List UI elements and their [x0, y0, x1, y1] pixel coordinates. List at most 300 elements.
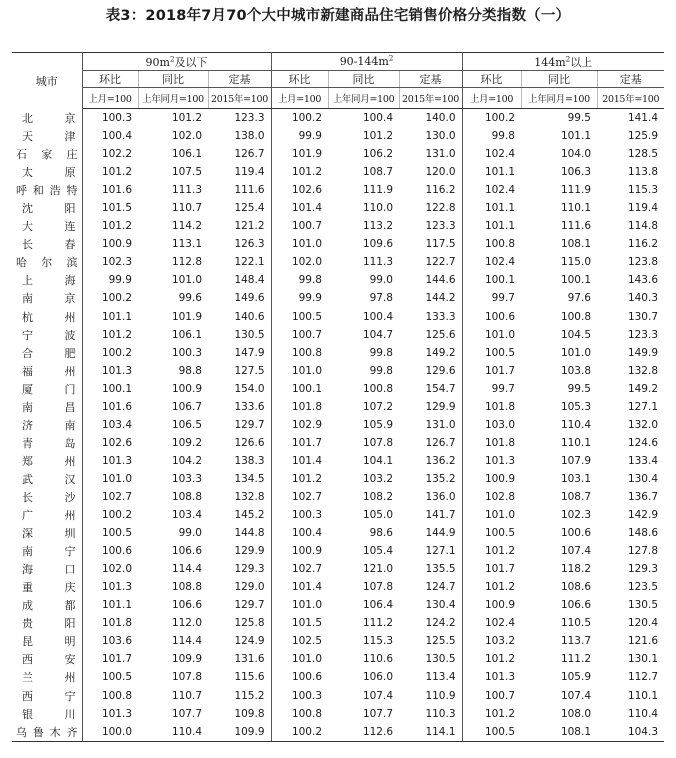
- index-value: 114.1: [399, 723, 462, 742]
- index-value: 107.5: [171, 166, 202, 179]
- index-value: 100.3: [101, 112, 132, 125]
- index-value: 114.2: [171, 220, 202, 233]
- index-value: 100.1: [101, 382, 132, 395]
- index-value: 124.9: [208, 632, 271, 650]
- index-value: 127.8: [627, 545, 658, 558]
- index-value: 101.2: [171, 112, 202, 125]
- index-value: 121.6: [627, 635, 658, 648]
- table-row: [12, 705, 664, 723]
- index-value: 125.8: [208, 614, 271, 632]
- index-value: 102.7: [101, 491, 132, 503]
- index-value: 135.5: [399, 560, 462, 578]
- table-row: [12, 217, 664, 235]
- index-value: 101.1: [484, 202, 515, 215]
- index-value: 131.6: [208, 650, 271, 668]
- index-value: 101.9: [171, 310, 202, 323]
- city-name: 杭州: [12, 308, 82, 326]
- table-row: [12, 362, 664, 380]
- index-value: 101.0: [484, 328, 515, 341]
- index-value: 101.7: [291, 436, 322, 449]
- index-value: 109.9: [171, 653, 202, 666]
- index-value: 129.7: [208, 596, 271, 614]
- index-value: 138.3: [208, 452, 271, 470]
- index-value: 110.4: [138, 723, 208, 742]
- index-value: 107.2: [362, 400, 393, 413]
- index-value: 101.4: [291, 581, 322, 594]
- index-value: 113.4: [399, 668, 462, 686]
- index-value: 130.7: [627, 310, 658, 323]
- city-name: 青岛: [12, 434, 82, 452]
- index-value: 100.2: [101, 346, 132, 359]
- index-value: 133.4: [627, 454, 658, 467]
- city-name: 兰州: [12, 668, 82, 686]
- city-name: 成都: [12, 596, 82, 614]
- index-value: 110.6: [362, 653, 393, 666]
- index-value: 101.4: [291, 454, 322, 467]
- index-value: 100.6: [560, 527, 591, 540]
- subheader-label: 同比: [138, 71, 208, 88]
- index-value: 111.2: [560, 653, 591, 666]
- index-value: 101.0: [101, 472, 132, 485]
- index-value: 111.6: [560, 220, 591, 233]
- index-value: 106.4: [362, 599, 393, 612]
- index-value: 110.3: [399, 705, 462, 723]
- city-name: 呼和浩特: [12, 181, 82, 199]
- index-value: 100.4: [362, 112, 393, 125]
- index-value: 132.0: [627, 418, 658, 431]
- index-value: 108.2: [362, 491, 393, 503]
- index-value: 100.3: [291, 689, 322, 702]
- index-value: 100.8: [484, 238, 515, 251]
- index-value: 148.4: [208, 271, 271, 289]
- index-value: 149.2: [627, 382, 658, 395]
- index-value: 101.2: [362, 130, 393, 143]
- table-row: [12, 289, 664, 307]
- index-value: 110.0: [362, 202, 393, 215]
- city-name: 合肥: [12, 344, 82, 362]
- index-value: 100.2: [484, 112, 515, 125]
- index-value: 108.7: [560, 491, 591, 503]
- index-value: 102.0: [291, 256, 322, 269]
- index-value: 114.4: [171, 635, 202, 648]
- index-value: 100.4: [101, 130, 132, 143]
- index-value: 100.1: [291, 382, 322, 395]
- index-value: 144.6: [399, 271, 462, 289]
- index-value: 102.3: [101, 256, 132, 269]
- base-label: 上年同月=100: [521, 88, 597, 109]
- index-value: 144.2: [399, 289, 462, 307]
- table-row: [12, 344, 664, 362]
- index-value: 112.7: [627, 671, 658, 684]
- table-row: [12, 506, 664, 524]
- index-value: 129.3: [627, 563, 658, 576]
- city-name: 北京: [12, 109, 82, 128]
- index-value: 112.6: [328, 723, 399, 742]
- index-value: 101.8: [484, 436, 515, 449]
- index-value: 101.2: [101, 328, 132, 341]
- index-value: 102.0: [171, 130, 202, 143]
- index-value: 122.1: [208, 253, 271, 271]
- table-row: [12, 596, 664, 614]
- city-name: 沈阳: [12, 199, 82, 217]
- index-value: 101.0: [291, 653, 322, 666]
- index-value: 108.1: [521, 723, 597, 742]
- index-value: 147.9: [208, 344, 271, 362]
- index-value: 126.3: [208, 235, 271, 253]
- index-value: 100.6: [291, 671, 322, 684]
- table-row: [12, 308, 664, 326]
- index-value: 148.6: [627, 527, 658, 540]
- index-value: 101.3: [101, 581, 132, 594]
- table-row: [12, 687, 664, 705]
- index-value: 106.2: [362, 148, 393, 161]
- index-value: 154.7: [399, 380, 462, 398]
- group-header: $90m^2$及以下: [82, 53, 271, 71]
- index-value: 101.8: [291, 400, 322, 413]
- subheader-label: 环比: [271, 71, 328, 88]
- index-value: 102.4: [484, 148, 515, 161]
- index-value: 99.6: [178, 292, 202, 305]
- index-value: 100.3: [171, 346, 202, 359]
- index-value: 108.6: [560, 581, 591, 594]
- index-value: 129.9: [399, 398, 462, 416]
- index-value: 101.1: [484, 220, 515, 233]
- index-value: 115.6: [208, 668, 271, 686]
- index-value: 100.5: [101, 671, 132, 684]
- index-value: 125.9: [627, 130, 658, 143]
- index-value: 105.9: [362, 418, 393, 431]
- index-value: 100.6: [484, 310, 515, 323]
- subheader-label: 定基: [208, 71, 271, 88]
- index-value: 110.1: [627, 689, 658, 702]
- index-value: 100.1: [484, 274, 515, 287]
- index-value: 102.6: [101, 436, 132, 449]
- index-value: 110.1: [560, 436, 591, 449]
- city-name: 南宁: [12, 542, 82, 560]
- index-value: 101.2: [484, 545, 515, 558]
- index-value: 117.5: [399, 235, 462, 253]
- index-value: 108.8: [171, 581, 202, 594]
- index-value: 110.7: [171, 689, 202, 702]
- index-value: 99.9: [298, 130, 322, 143]
- table-row: [12, 416, 664, 434]
- index-value: 107.7: [171, 707, 202, 720]
- index-value: 101.3: [484, 671, 515, 684]
- index-value: 101.3: [101, 454, 132, 467]
- table-row: [12, 235, 664, 253]
- city-name: 广州: [12, 506, 82, 524]
- index-value: 101.0: [291, 238, 322, 251]
- index-value: 130.5: [627, 599, 658, 612]
- index-value: 133.3: [399, 308, 462, 326]
- index-value: 100.7: [484, 689, 515, 702]
- index-value: 125.4: [208, 199, 271, 217]
- index-value: 110.7: [171, 202, 202, 215]
- index-value: 149.6: [208, 289, 271, 307]
- index-value: 101.8: [484, 400, 515, 413]
- index-value: 111.3: [362, 256, 393, 269]
- city-name: 昆明: [12, 632, 82, 650]
- city-name: 重庆: [12, 578, 82, 596]
- index-value: 144.9: [399, 524, 462, 542]
- index-value: 101.3: [101, 364, 132, 377]
- index-value: 103.0: [484, 418, 515, 431]
- index-value: 101.1: [560, 130, 591, 143]
- city-name: 西安: [12, 650, 82, 668]
- index-value: 130.0: [399, 127, 462, 145]
- index-value: 110.1: [560, 202, 591, 215]
- index-value: 129.3: [208, 560, 271, 578]
- index-value: 103.8: [560, 364, 591, 377]
- index-value: 99.5: [567, 382, 591, 395]
- index-value: 110.9: [399, 687, 462, 705]
- table-row: [12, 181, 664, 199]
- index-value: 101.0: [291, 599, 322, 612]
- index-value: 126.7: [208, 145, 271, 163]
- index-value: 113.7: [560, 635, 591, 648]
- city-name: 宁波: [12, 326, 82, 344]
- index-value: 100.2: [101, 292, 132, 305]
- index-value: 106.1: [171, 148, 202, 161]
- index-value: 145.2: [208, 506, 271, 524]
- base-label: 上月=100: [462, 88, 521, 109]
- index-value: 119.4: [627, 202, 658, 215]
- index-value: 104.1: [362, 454, 393, 467]
- index-value: 111.9: [362, 184, 393, 197]
- index-value: 97.8: [369, 292, 393, 305]
- index-value: 110.4: [560, 418, 591, 431]
- index-value: 114.4: [171, 563, 202, 576]
- index-value: 129.0: [208, 578, 271, 596]
- index-value: 100.9: [484, 599, 515, 612]
- index-value: 120.0: [399, 163, 462, 181]
- index-value: 104.5: [560, 328, 591, 341]
- index-value: 100.8: [362, 382, 393, 395]
- index-value: 133.6: [208, 398, 271, 416]
- index-value: 154.0: [208, 380, 271, 398]
- table-row: [12, 253, 664, 271]
- index-value: 101.2: [101, 220, 132, 233]
- table-row: [12, 163, 664, 181]
- index-value: 126.6: [208, 434, 271, 452]
- subheader-label: 同比: [521, 71, 597, 88]
- index-value: 106.0: [362, 671, 393, 684]
- index-value: 106.6: [560, 599, 591, 612]
- index-value: 105.9: [560, 671, 591, 684]
- index-value: 99.8: [298, 274, 322, 287]
- city-name: 乌鲁木齐: [12, 723, 82, 742]
- index-value: 101.0: [291, 364, 322, 377]
- table-row: [12, 145, 664, 163]
- index-value: 128.5: [627, 148, 658, 161]
- subheader-label: 环比: [82, 71, 138, 88]
- index-value: 104.0: [560, 148, 591, 161]
- index-value: 100.8: [291, 346, 322, 359]
- index-value: 141.4: [627, 112, 658, 125]
- index-value: 100.5: [484, 527, 515, 540]
- index-value: 116.2: [399, 181, 462, 199]
- base-label: 上年同月=100: [138, 88, 208, 109]
- index-value: 101.6: [101, 184, 132, 197]
- index-value: 99.8: [491, 130, 515, 143]
- index-value: 101.7: [101, 653, 132, 666]
- index-value: 130.5: [399, 650, 462, 668]
- index-value: 99.5: [567, 112, 591, 125]
- index-value: 149.2: [399, 344, 462, 362]
- base-label: 2015年=100: [399, 88, 462, 109]
- subheader-label: 环比: [462, 71, 521, 88]
- city-name: 南昌: [12, 398, 82, 416]
- index-value: 122.8: [399, 199, 462, 217]
- index-value: 103.1: [560, 472, 591, 485]
- index-value: 102.8: [484, 491, 515, 503]
- city-name: 太原: [12, 163, 82, 181]
- table-row: [12, 109, 664, 128]
- index-value: 101.0: [484, 509, 515, 522]
- index-value: 111.2: [362, 617, 393, 630]
- index-value: 112.0: [171, 617, 202, 630]
- index-value: 106.6: [171, 545, 202, 558]
- table-row: [12, 127, 664, 145]
- index-value: 102.5: [291, 635, 322, 648]
- index-value: 129.6: [399, 362, 462, 380]
- index-value: 99.7: [491, 292, 515, 305]
- city-name: 天津: [12, 127, 82, 145]
- index-value: 138.0: [208, 127, 271, 145]
- index-value: 113.1: [171, 238, 202, 251]
- index-value: 109.9: [208, 723, 271, 742]
- subheader-label: 同比: [328, 71, 399, 88]
- index-value: 112.8: [171, 256, 202, 269]
- index-value: 103.4: [101, 418, 132, 431]
- base-label: 2015年=100: [597, 88, 664, 109]
- city-name: 银川: [12, 705, 82, 723]
- index-value: 100.0: [82, 723, 138, 742]
- index-value: 107.8: [362, 436, 393, 449]
- index-value: 103.2: [362, 472, 393, 485]
- index-value: 101.3: [484, 454, 515, 467]
- index-value: 107.9: [560, 454, 591, 467]
- index-value: 99.0: [178, 527, 202, 540]
- index-value: 100.2: [271, 723, 328, 742]
- city-name: 上海: [12, 271, 82, 289]
- index-value: 140.3: [627, 292, 658, 305]
- index-value: 107.4: [560, 545, 591, 558]
- city-name: 石家庄: [12, 145, 82, 163]
- index-value: 100.5: [291, 310, 322, 323]
- index-value: 127.5: [208, 362, 271, 380]
- city-name: 海口: [12, 560, 82, 578]
- index-value: 120.4: [627, 617, 658, 630]
- index-value: 140.6: [208, 308, 271, 326]
- index-value: 114.8: [627, 220, 658, 233]
- index-value: 101.0: [171, 274, 202, 287]
- index-value: 101.3: [101, 707, 132, 720]
- index-value: 106.6: [171, 599, 202, 612]
- index-value: 111.3: [171, 184, 202, 197]
- base-label: 上年同月=100: [328, 88, 399, 109]
- index-value: 107.8: [171, 671, 202, 684]
- index-value: 116.2: [627, 238, 658, 251]
- index-value: 110.4: [627, 707, 658, 720]
- index-value: 136.0: [399, 488, 462, 506]
- table-row: [12, 380, 664, 398]
- table-row: [12, 271, 664, 289]
- index-value: 142.9: [627, 509, 658, 522]
- index-value: 103.3: [171, 472, 202, 485]
- city-name: 长春: [12, 235, 82, 253]
- index-value: 99.0: [369, 274, 393, 287]
- table-row: [12, 452, 664, 470]
- index-value: 123.3: [627, 328, 658, 341]
- index-value: 105.0: [362, 509, 393, 522]
- subheader-label: 定基: [597, 71, 664, 88]
- city-name: 福州: [12, 362, 82, 380]
- index-value: 101.2: [291, 166, 322, 179]
- index-value: 101.2: [484, 653, 515, 666]
- index-value: 102.4: [484, 256, 515, 269]
- city-name: 南京: [12, 289, 82, 307]
- table-row: [12, 434, 664, 452]
- index-value: 141.7: [399, 506, 462, 524]
- index-value: 140.0: [399, 109, 462, 128]
- subheader-label: 定基: [399, 71, 462, 88]
- index-value: 119.4: [208, 163, 271, 181]
- index-value: 100.8: [101, 689, 132, 702]
- index-value: 130.4: [399, 596, 462, 614]
- city-name: 西宁: [12, 687, 82, 705]
- city-name: 武汉: [12, 470, 82, 488]
- index-value: 100.3: [291, 509, 322, 522]
- city-name: 郑州: [12, 452, 82, 470]
- index-value: 144.8: [208, 524, 271, 542]
- index-value: 101.5: [101, 202, 132, 215]
- index-value: 101.2: [101, 166, 132, 179]
- city-name: 贵阳: [12, 614, 82, 632]
- group-header: $144m^2$以上: [462, 53, 664, 71]
- index-value: 149.9: [627, 346, 658, 359]
- index-value: 103.6: [101, 635, 132, 648]
- index-value: 100.9: [171, 382, 202, 395]
- index-value: 103.2: [484, 635, 515, 648]
- index-value: 107.4: [362, 689, 393, 702]
- index-value: 134.5: [208, 470, 271, 488]
- index-value: 130.5: [208, 326, 271, 344]
- index-value: 99.8: [369, 346, 393, 359]
- column-header-city: 城市: [12, 53, 82, 109]
- table-row: [12, 398, 664, 416]
- index-value: 106.7: [171, 400, 202, 413]
- index-value: 113.2: [362, 220, 393, 233]
- index-value: 100.4: [362, 310, 393, 323]
- table-row: [12, 542, 664, 560]
- index-value: 101.4: [291, 202, 322, 215]
- index-value: 130.1: [627, 653, 658, 666]
- index-value: 104.3: [597, 723, 664, 742]
- index-value: 102.0: [101, 563, 132, 576]
- index-value: 110.5: [560, 617, 591, 630]
- index-value: 101.1: [484, 166, 515, 179]
- index-value: 106.3: [560, 166, 591, 179]
- group-header: $90-144m^2$: [271, 53, 462, 71]
- base-label: 上月=100: [271, 88, 328, 109]
- index-value: 101.8: [101, 617, 132, 630]
- index-value: 107.4: [560, 689, 591, 702]
- index-value: 132.8: [627, 364, 658, 377]
- index-value: 98.6: [369, 527, 393, 540]
- index-value: 98.8: [178, 364, 202, 377]
- index-value: 123.5: [627, 581, 658, 594]
